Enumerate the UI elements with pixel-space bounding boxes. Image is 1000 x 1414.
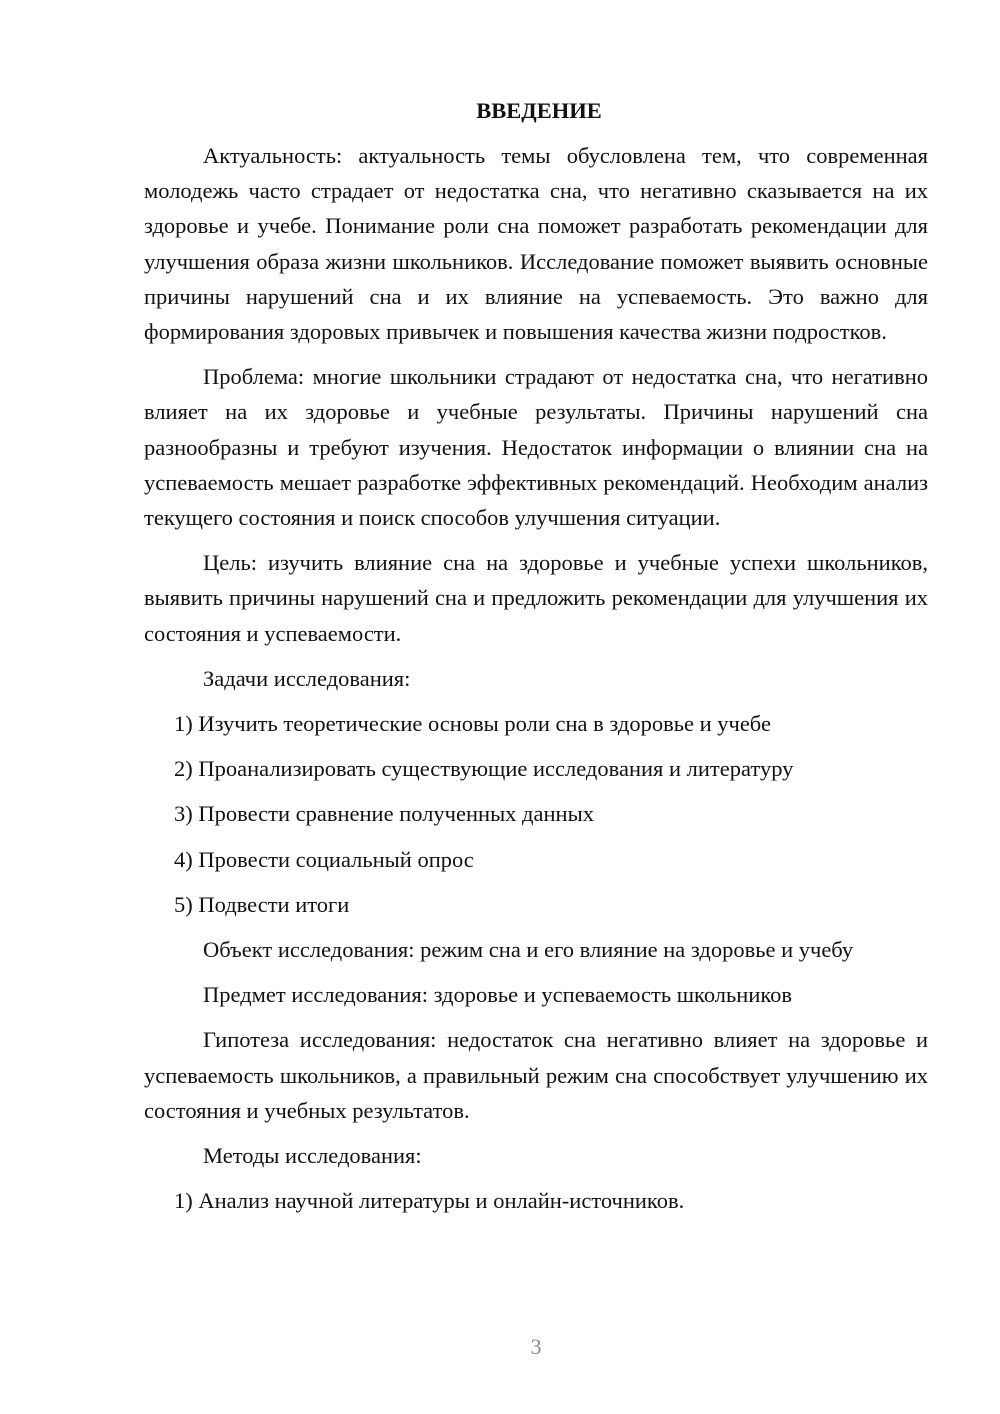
list-item: 2) Проанализировать существующие исследования и литературу [174, 756, 794, 782]
methods-list [144, 1183, 928, 1218]
hypothesis-paragraph: Гипотеза исследования: недостаток сна негативно влияет на здоровье и успеваемость школьников, а правильный режим сна способствует улучшению их состояния и учебных результатов. [144, 1027, 928, 1123]
list-item: 4) Провести социальный опрос [174, 846, 474, 872]
relevance-paragraph: Актуальность: актуальность темы обусловлена тем, что современная молодежь часто страдает от недостатка сна, что негативно сказывается на их здоровье и учебе. Понимание роли сна поможет разработать рекомендации для улучшения образа жизни школьников. Исследование поможет выявить основные причины нарушений сна и их влияние на успеваемость. Это важно для формирования здоровых привычек и повышения качества жизни подростков. [144, 143, 928, 345]
section-title: ВВЕДЕНИЕ [476, 98, 602, 123]
subject-line: Предмет исследования: здоровье и успеваемость школьников [203, 982, 793, 1008]
list-item: 1) Изучить теоретические основы роли сна в здоровье и учебе [174, 711, 771, 737]
problem-paragraph: Проблема: многие школьники страдают от недостатка сна, что негативно влияет на их здоровье и учебные результаты. Причины нарушений сна разнообразны и требуют изучения. Недостаток информации о влиянии сна на успеваемость мешает разработке эффективных рекомендаций. Необходим анализ текущего состояния и поиск способов улучшения ситуации. [144, 364, 928, 531]
tasks-list [144, 706, 928, 922]
page-content [144, 96, 928, 1228]
methods-heading: Методы исследования: [203, 1143, 422, 1169]
object-line: Объект исследования: режим сна и его влияние на здоровье и учебу [203, 937, 854, 963]
tasks-heading: Задачи исследования: [203, 665, 411, 691]
list-item: 5) Подвести итоги [174, 891, 350, 917]
page-number: 3 [530, 1334, 542, 1359]
goal-paragraph: Цель: изучить влияние сна на здоровье и учебные успехи школьников, выявить причины нарушений сна и предложить рекомендации для улучшения их состояния и успеваемости. [144, 550, 928, 646]
list-item: 1) Анализ научной литературы и онлайн-источников. [174, 1188, 685, 1214]
list-item: 3) Провести сравнение полученных данных [174, 801, 594, 827]
